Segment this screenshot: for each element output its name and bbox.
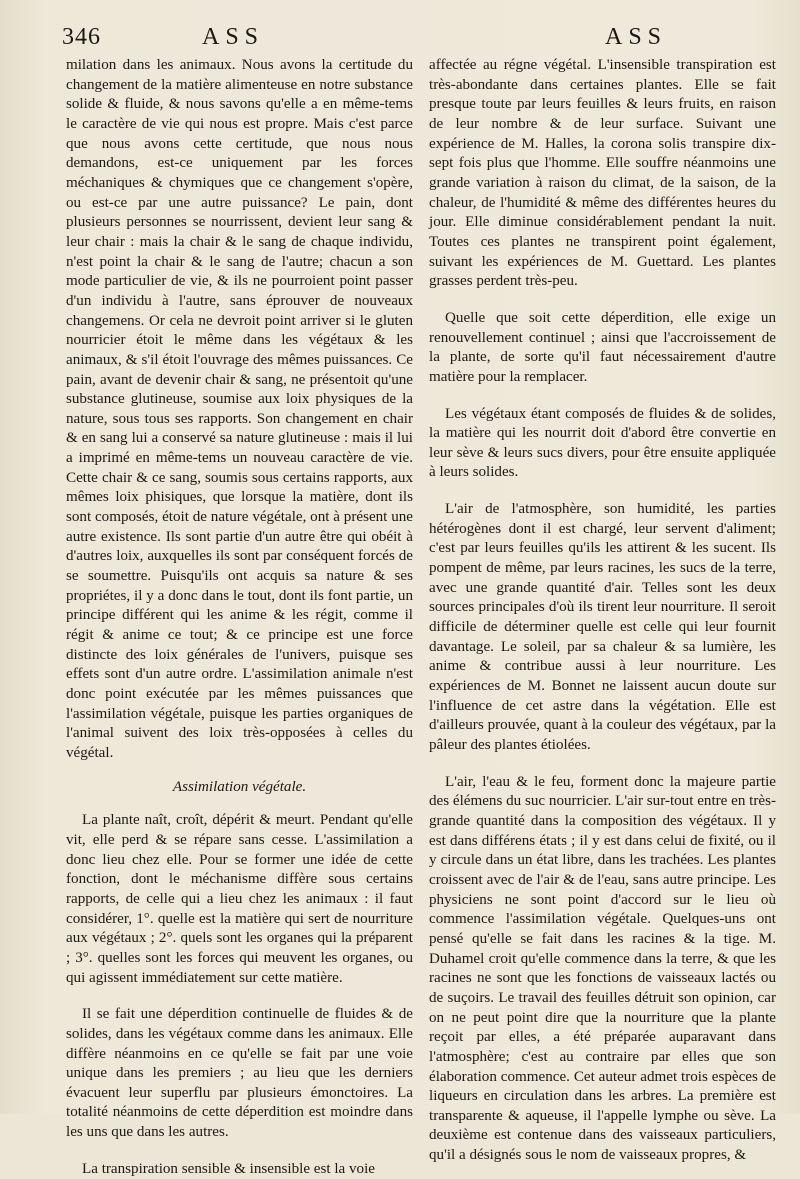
paragraph: La transpiration sensible & insensible est la voie — [82, 1160, 376, 1177]
paragraph: Il se fait une déperdition continuelle de fluides & de solides, dans les végétaux comme dans les animaux. Elle diffère néanmoins en ce qu'elle se fait par une voie unique dans les premiers ; au lieu que les derniers évacuent leur superflu par plusieurs émonctoires. La totalité néanmoins de cette déperdition est moindre dans les uns que dans les autres. — [66, 1006, 413, 1141]
running-head-left: ASS — [202, 24, 265, 50]
paragraph: L'air, l'eau & le feu, forment donc la majeure partie des élémens du suc nourricier. L'air sur-tout entre en très-grande quantité dans la composition des végétaux. Il y est dans différens états ; il y est dans celui de fixité, ou il y circule dans un état libre, dans les trachées. Les plantes croissent avec de l'air & de l'eau, sans autre principe. Les physiciens ne sont point d'accord sur le lieu où commence l'assimilation végétale. Quelques-uns ont pensé qu'elle se fait dans les racines & la tige. M. Duhamel croit qu'elle commence dans la terre, & que les racines ne sont que les fonctions de vaisseaux lactés ou de suçoirs. Le travail des feuilles détruit son opinion, car on ne peut point dire que la nourriture que la plante reçoit par elles, a été préparée auparavant dans l'atmosphère; c'est au contraire par elles que son élaboration commence. Cet auteur admet trois espèces de liqueurs en circulation dans les arbres. La première est transparente & aqueuse, il l'appelle lymphe ou sève. La deuxième est contenue dans des vaisseaux particuliers, qu'il a désignés sous le nom de vaisseaux propres, & — [429, 773, 776, 1164]
two-column-body — [50, 56, 780, 1179]
running-head-right: ASS — [605, 24, 668, 50]
paragraph: La plante naît, croît, dépérit & meurt. Pendant qu'elle vit, elle perd & se répare sans cesse. L'assimilation a donc lieu chez elle. Pour se former une idée de cette fonction, dont le méchanisme diffère sous certains rapports, de celle qui a lieu chez les animaux : il faut considérer, 1°. quelle est la matière qui sert de nourriture aux végétaux ; 2°. quels sont les organes qui la préparent ; 3°. quelles sont les forces qui meuvent les organes, ou qui agissent immédiatement sur cette matière. — [66, 812, 413, 986]
paragraph: L'air de l'atmosphère, son humidité, les parties hétérogènes dont il est chargé, leur servent d'aliment; c'est par leurs feuilles qu'ils les attirent & les sucent. Ils pompent de même, par leurs racines, les sucs de la terre, avec une grande quantité d'air. Telles sont les deux sources principales d'où ils tirent leur nourriture. Il seroit difficile de déterminer quelle est celle qui leur fournit davantage. Le soleil, par sa chaleur & sa lumière, les anime & contribue aussi à leur nourriture. Les expériences de M. Bonnet ne laissent aucun doute sur l'influence de cet astre dans la végétation. Elle est d'ailleurs prouvée, quant à la couleur des végétaux, par la pâleur des plantes étiolées. — [429, 501, 776, 753]
paragraph: Les végétaux étant composés de fluides & de solides, la matière qui les nourrit doit d'abord être convertie en leur sève & leurs sucs divers, pour être ensuite appliquée à leurs solides. — [429, 405, 776, 481]
page-number: 346 — [62, 24, 101, 50]
paragraph: Quelle que soit cette déperdition, elle exige un renouvellement continuel ; ainsi que l'accroissement de la plante, de sorte qu'il faut nécessairement d'autre matière pour la remplacer. — [429, 309, 776, 385]
paragraph: milation dans les animaux. Nous avons la certitude du changement de la matière alimenteuse en notre substance solide & fluide, & nous savons qu'elle a en même-tems le caractère de vie qui nous est propre. Mais c'est parce que nous avons cette certitude, que nous nous demandons, est-ce uniquement par les forces méchaniques & chymiques que ce changement s'opère, ou est-ce par une autre puissance? Le pain, dont plusieurs personnes se nourrissent, devient leur sang & leur chair : mais la chair & le sang de chaque individu, n'est point la chair & le sang de l'autre; chacun a son mode particulier de vie, & ils ne pourroient point passer d'un individu à l'autre, sans éprouver de nouveaux changemens. Or cela ne devroit point arriver si le gluten nourricier étoit le même dans les végétaux & les animaux, & s'il étoit l'ouvrage des mêmes puissances. Ce pain, avant de devenir chair & sang, ne présentoit qu'une substance glutineuse, soumise aux loix physiques de la nature, sous tous ses rapports. Son changement en chair & en sang lui a conservé sa nature glutineuse : mais il lui a imprimé en même-tems un nouveau caractère de vie. Cette chair & ce sang, soumis sous certains rapports, aux mêmes loix phisiques, que lorsque la matière, dont ils sont composés, étoit de nature végétale, ont à présent une autre existence. Ils sont partie d'un autre être qui obéit à d'autres loix, auxquelles ils sont par conséquent forcés de se soumettre. Puisqu'ils ont acquis sa nature & ses propriétes, il y a donc dans le tout, dont ils font partie, un principe différent qui les anime & les régit, comme il régit & anime ce tout; & ce principe est une force distincte des loix générales de l'univers, puisque ses effets sont d'un autre ordre. L'assimilation animale n'est donc point exécutée par les mêmes puissances que l'assimilation végétale, puisque les parties organiques de l'animal suivent des loix très-opposées à celles du végétal. — [66, 57, 413, 761]
paragraph: affectée au régne végétal. L'insensible transpiration est très-abondante dans certaines plantes. Elle se fait presque toute par leurs feuilles & leurs fruits, en raison de leur nombre & de leur surface. Suivant une expérience de M. Halles, la corona solis transpire dix-sept fois plus que l'homme. Elle souffre néanmoins une grande variation à raison du climat, de la saison, de la chaleur, de l'humidité & même des différentes heures du jour. Elle diminue considérablement pendant la nuit. Toutes ces plantes ne transpirent point également, suivant les expériences de M. Guettard. Les plantes grasses perdent très-peu. — [429, 57, 776, 290]
right-column — [429, 56, 776, 1179]
running-head — [50, 22, 780, 56]
section-heading: Assimilation végétale. — [172, 778, 307, 795]
left-column — [66, 56, 413, 1179]
